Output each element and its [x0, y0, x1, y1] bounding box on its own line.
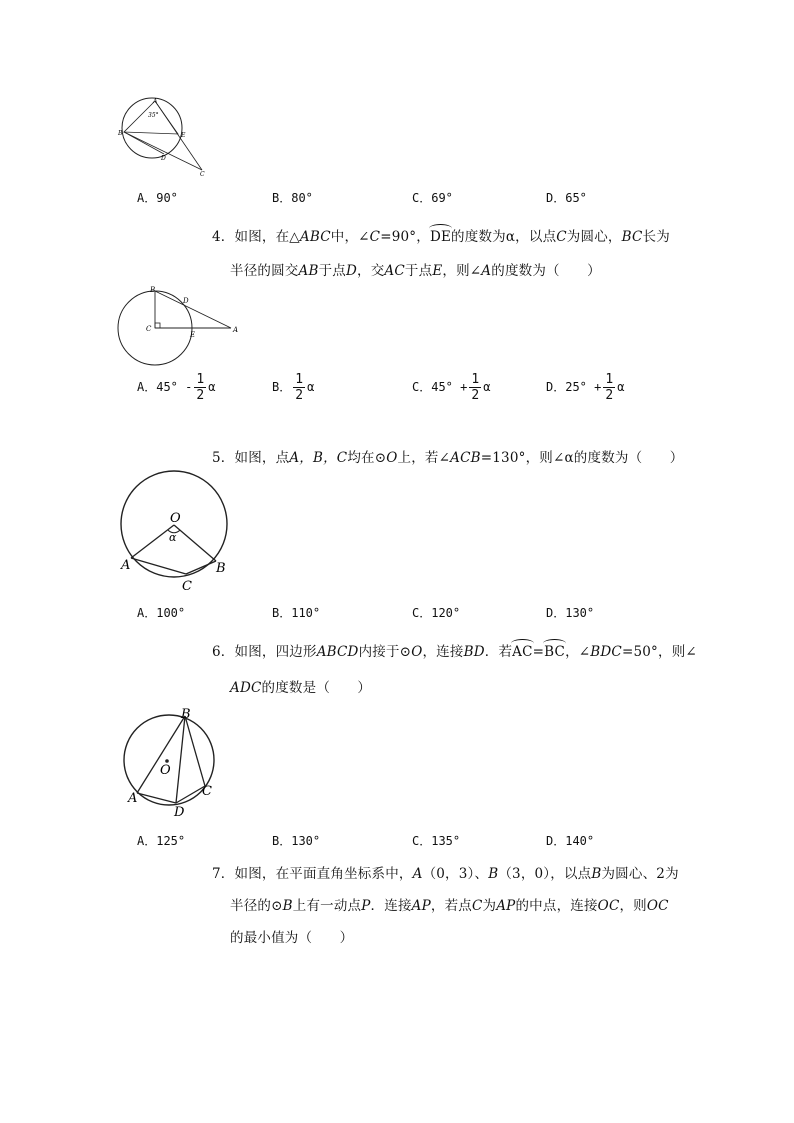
q5-label-a: A [121, 558, 131, 573]
arc-de: DE [429, 229, 452, 245]
q6-stem-line2: ADC的度数是（ ） [230, 680, 372, 696]
q6-line-dc [176, 786, 205, 803]
q5-option-c[interactable]: C．120° [412, 606, 461, 620]
q3-label-e: E [181, 132, 186, 139]
q6-option-a[interactable]: A．125° [137, 834, 186, 848]
q3-label-b: B [118, 130, 123, 137]
q3-line-bd [124, 132, 164, 154]
arc-ac: AC [512, 644, 533, 660]
q5-line-oa [131, 525, 174, 558]
q6-option-b[interactable]: B．130° [272, 834, 321, 848]
q4-label-e: E [190, 331, 196, 339]
q5-option-d[interactable]: D．130° [546, 606, 595, 620]
q4-option-c[interactable]: C．45° + $\frac{1}{2}$ α [412, 372, 491, 403]
q4-stem-line2: 半径的圆交AB于点D，交AC于点E，则∠A的度数为（ ） [230, 263, 601, 279]
q4-option-a[interactable]: A．45° - $\frac{1}{2}$ α [137, 372, 216, 403]
q5-stem: 5．如图，点A，B，C均在⊙O上，若∠ACB=130°，则∠α的度数为（ ） [212, 450, 684, 466]
q5-label-b: B [216, 561, 226, 576]
q3-option-c[interactable]: C．69° [412, 191, 453, 205]
q3-label-c: C [200, 171, 205, 178]
q5-line-cb [186, 561, 216, 574]
q4-right-angle-mark [155, 323, 160, 328]
q7-stem-line1: 7．如图，在平面直角坐标系中，A（0，3）、B（3，0），以点B为圆心、2为 [212, 866, 679, 882]
q4-label-d: D [183, 297, 189, 305]
q4-label-a: A [233, 326, 239, 334]
q3-option-d[interactable]: D．65° [546, 191, 587, 205]
q6-line-bc [185, 716, 205, 786]
q4-stem-line1: 4．如图，在△ABC中，∠C=90°，DE的度数为α，以点C为圆心，BC长为 [212, 229, 670, 245]
q6-figure [118, 703, 226, 821]
q4-option-d[interactable]: D．25° + $\frac{1}{2}$ α [546, 372, 625, 403]
q3-label-d: D [161, 155, 166, 162]
q6-line-ad [137, 793, 176, 803]
q3-label-angle: 35° [148, 112, 159, 119]
q5-option-b[interactable]: B．110° [272, 606, 321, 620]
q6-label-d: D [174, 805, 185, 820]
q4-line-ba [155, 291, 231, 328]
q3-line-bc [124, 132, 202, 170]
q5-line-ac [131, 558, 186, 574]
q6-option-c[interactable]: C．135° [412, 834, 461, 848]
q3-option-a[interactable]: A．90° [137, 191, 178, 205]
q3-option-b[interactable]: B．80° [272, 191, 313, 205]
q6-stem-line1: 6．如图，四边形ABCD内接于⊙O，连接BD．若AC=BC，∠BDC=50°，则∠ [212, 644, 697, 660]
arc-bc: BC [544, 644, 566, 660]
q5-label-c: C [182, 579, 192, 594]
q3-label-a: A [153, 98, 158, 105]
q4-label-c: C [146, 325, 152, 333]
q6-label-c: C [202, 784, 212, 799]
q6-label-o: O [160, 763, 171, 778]
q3-figure [112, 96, 212, 180]
q6-label-b: B [181, 707, 191, 722]
q6-label-a: A [128, 791, 138, 806]
q5-option-a[interactable]: A．100° [137, 606, 186, 620]
q4-option-b[interactable]: B． $\frac{1}{2}$ α [272, 372, 315, 403]
q5-label-o: O [170, 511, 181, 526]
q4-figure [115, 283, 250, 367]
q7-stem-line2: 半径的⊙B上有一动点P．连接AP，若点C为AP的中点，连接OC，则OC [230, 898, 669, 914]
q6-option-d[interactable]: D．140° [546, 834, 595, 848]
q5-label-alpha: α [169, 531, 177, 544]
q7-stem-line3: 的最小值为（ ） [230, 930, 354, 946]
q4-label-b: B [150, 286, 156, 294]
q5-figure [112, 468, 242, 596]
